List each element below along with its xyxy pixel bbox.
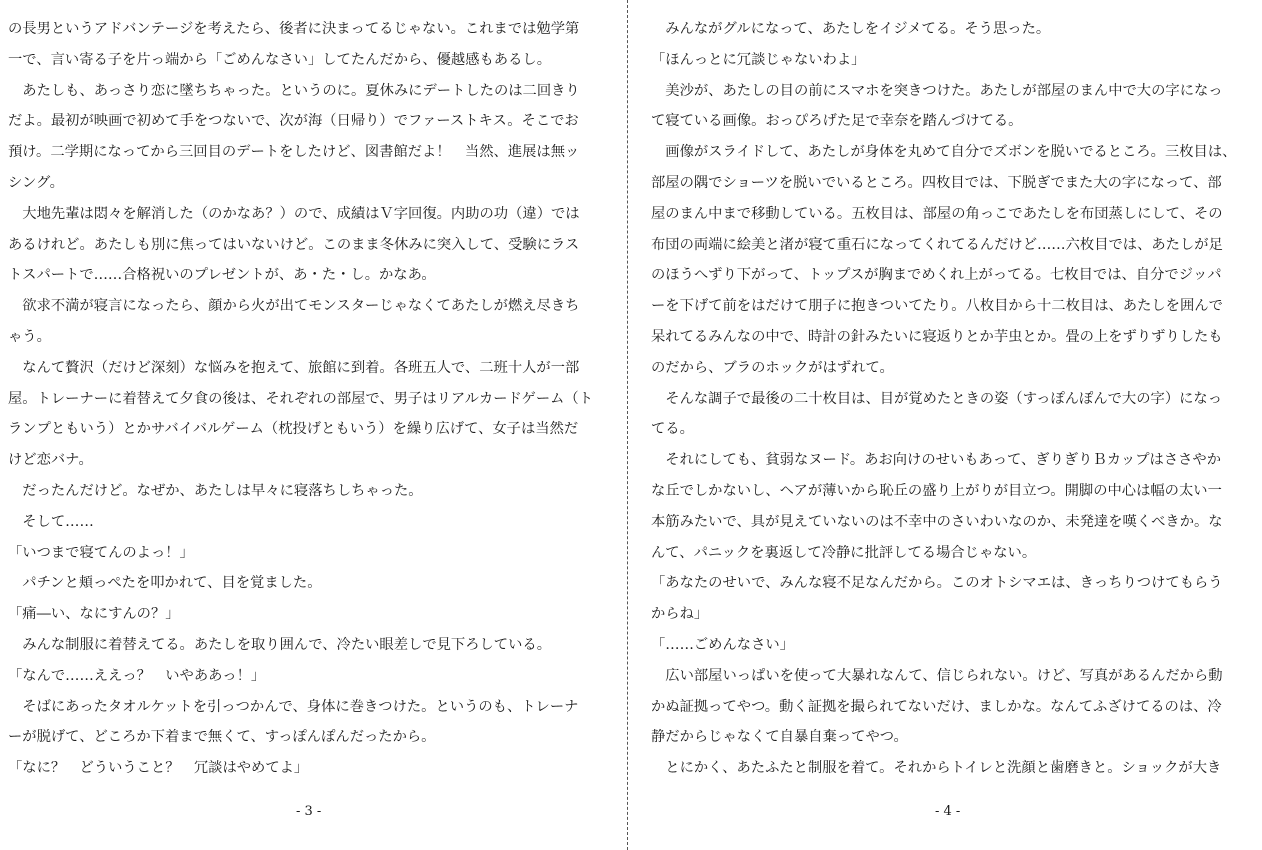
text-line: ゃう。 <box>8 328 51 345</box>
text-line: 預け。二学期になってから三回目のデートをしたけど、図書館だよ！ 当然、進展は無ッ <box>8 144 580 161</box>
left-page-number: - 3 - <box>296 804 322 819</box>
text-line: そんな調子で最後の二十枚目は、目が覚めたときの姿（すっぽんぽんで大の字）になっ <box>651 390 1223 407</box>
text-line: そばにあったタオルケットを引っつかんで、身体に巻きつけた。というのも、トレーナ <box>8 698 579 715</box>
right-page <box>643 0 1262 850</box>
text-line: あるけれど。あたしも別に焦ってはいないけど。このまま冬休みに突入して、受験にラス <box>8 236 580 253</box>
text-line: パチンと頬っぺたを叩かれて、目を覚ました。 <box>8 575 322 592</box>
paragraph <box>651 661 1223 753</box>
text-line: そして…… <box>8 513 94 530</box>
paragraph <box>8 692 578 754</box>
paragraph <box>651 630 794 661</box>
paragraph <box>8 14 579 76</box>
text-line: 「ほんっとに冗談じゃないわよ」 <box>651 51 866 68</box>
paragraph <box>651 753 1221 784</box>
text-line: かぬ証拠ってやつ。動く証拠を撮られてないだけ、ましかな。なんてふざけてるのは、冷 <box>651 698 1222 715</box>
paragraph <box>8 661 265 692</box>
paragraph <box>8 76 580 199</box>
paragraph <box>8 630 551 661</box>
text-line: だったんだけど。なぜか、あたしは早々に寝落ちしちゃった。 <box>8 483 423 499</box>
text-line: 大地先輩は悶々を解消した（のかなあ？）ので、成績はＶ字回復。内助の功（違）では <box>8 205 580 222</box>
paragraph <box>651 384 1222 446</box>
paragraph <box>8 476 423 507</box>
text-line: なんて贅沢（だけど深刻）な悩みを抱えて、旅館に到着。各班五人で、二班十人が一部 <box>8 359 580 376</box>
text-line: 「なに？ どういうこと？ 冗談はやめてよ」 <box>8 760 309 777</box>
paragraph <box>8 199 580 291</box>
text-line: ランプともいう）とかサバイバルゲーム（枕投げともいう）を繰り広げて、女子は当然だ <box>8 421 579 438</box>
text-line: 屋。トレーナーに着替えて夕食の後は、それぞれの部屋で、男子はリアルカードゲーム（ト <box>8 390 594 407</box>
text-line: 美沙が、あたしの目の前にスマホを突きつけた。あたしが部屋のまん中で大の字になっ <box>651 82 1223 99</box>
paragraph <box>8 507 94 538</box>
text-line: それにしても、貧弱なヌード。あお向けのせいもあって、ぎりぎりＢカップはささやか <box>651 452 1222 469</box>
text-line: 「なんで……ええっ？ いやああっ！」 <box>8 667 266 684</box>
left-page <box>0 0 615 850</box>
text-line: 「痛―い、なにすんの？」 <box>8 606 180 623</box>
text-line: 欲求不満が寝言になったら、顔から火が出てモンスターじゃなくてあたしが燃え尽きち <box>8 298 580 315</box>
paragraph <box>651 445 1223 568</box>
paragraph <box>8 753 308 784</box>
paragraph <box>8 291 579 353</box>
text-line: 静だからじゃなくて自暴自棄ってやつ。 <box>651 729 908 746</box>
text-line: てる。 <box>651 421 694 438</box>
text-line: の長男というアドバンテージを考えたら、後者に決まってるじゃない。これまでは勉学第 <box>8 21 580 37</box>
text-line: ーを下げて前をはだけて朋子に抱きついてたり。八枚目から十二枚目は、あたしを囲んで <box>651 298 1223 315</box>
text-line: シング。 <box>8 174 64 191</box>
text-line: 「いつまで寝てんのよっ！」 <box>8 544 194 561</box>
paragraph <box>8 353 593 476</box>
text-line: 屋のまん中まで移動している。五枚目は、部屋の角っこであたしを布団蒸しにして、その <box>651 205 1223 222</box>
paragraph <box>651 14 1050 45</box>
text-line: トスパートで……合格祝いのプレゼントが、あ・た・し。かなあ。 <box>8 267 436 284</box>
right-page-number: - 4 - <box>935 804 961 819</box>
paragraph <box>651 568 1223 630</box>
text-line: 呆れてるみんなの中で、時計の針みたいに寝返りとか芋虫とか。畳の上をずりずりしたも <box>651 328 1223 345</box>
text-line: 「あなたのせいで、みんな寝不足なんだから。このオトシマエは、きっちりつけてもらう <box>651 575 1223 592</box>
text-line: 画像がスライドして、あたしが身体を丸めて自分でズボンを脱いでるところ。三枚目は、 <box>651 144 1237 161</box>
paragraph <box>8 599 180 630</box>
text-line: みんな制服に着替えてる。あたしを取り囲んで、冷たい眼差しで見下ろしている。 <box>8 637 551 653</box>
paragraph <box>8 538 194 569</box>
text-line: 「……ごめんなさい」 <box>651 637 794 653</box>
paragraph <box>8 568 322 599</box>
text-line: て寝ている画像。おっぴろげた足で幸奈を踏んづけてる。 <box>651 113 1023 130</box>
text-line: だよ。最初が映画で初めて手をつないで、次が海（日帰り）でファーストキス。そこでお <box>8 113 579 130</box>
text-line: んて、パニックを裏返して冷静に批評してる場合じゃない。 <box>651 544 1037 561</box>
page-divider <box>627 0 628 850</box>
text-line: のだから、ブラのホックがはずれて。 <box>651 359 894 376</box>
text-line: 本筋みたいで、具が見えていないのは不幸中のさいわいなのか、未発達を嘆くべきか。な <box>651 513 1223 530</box>
text-line: みんながグルになって、あたしをイジメてる。そう思った。 <box>651 21 1051 37</box>
text-line: ーが脱げて、どころか下着まで無くて、すっぽんぽんだったから。 <box>8 729 436 746</box>
text-line: からね」 <box>651 606 709 623</box>
text-line: な丘でしかないし、ヘアが薄いから恥丘の盛り上がりが目立つ。開脚の中心は幅の太い一 <box>651 482 1222 499</box>
paragraph <box>651 45 865 76</box>
paragraph <box>651 76 1223 138</box>
text-line: 一で、言い寄る子を片っ端から「ごめんなさい」してたんだから、優越感もあるし。 <box>8 51 551 68</box>
text-line: とにかく、あたふたと制服を着て。それからトイレと洗顔と歯磨きと。ショックが大き <box>651 760 1222 777</box>
text-line: 広い部屋いっぱいを使って大暴れなんて、信じられない。けど、写真があるんだから動 <box>651 667 1223 684</box>
text-line: 部屋の隅でショーツを脱いでいるところ。四枚目では、下脱ぎでまた大の字になって、部 <box>651 174 1222 191</box>
text-line: けど恋バナ。 <box>8 452 93 469</box>
text-line: のほうへずり下がって、トップスが胸までめくれ上がってる。七枚目では、自分でジッパ <box>651 267 1222 284</box>
text-line: あたしも、あっさり恋に墜ちちゃった。というのに。夏休みにデートしたのは二回きり <box>8 82 580 99</box>
text-line: 布団の両端に絵美と渚が寝て重石になってくれてるんだけど……六枚目では、あたしが足 <box>651 236 1223 253</box>
paragraph <box>651 137 1236 383</box>
